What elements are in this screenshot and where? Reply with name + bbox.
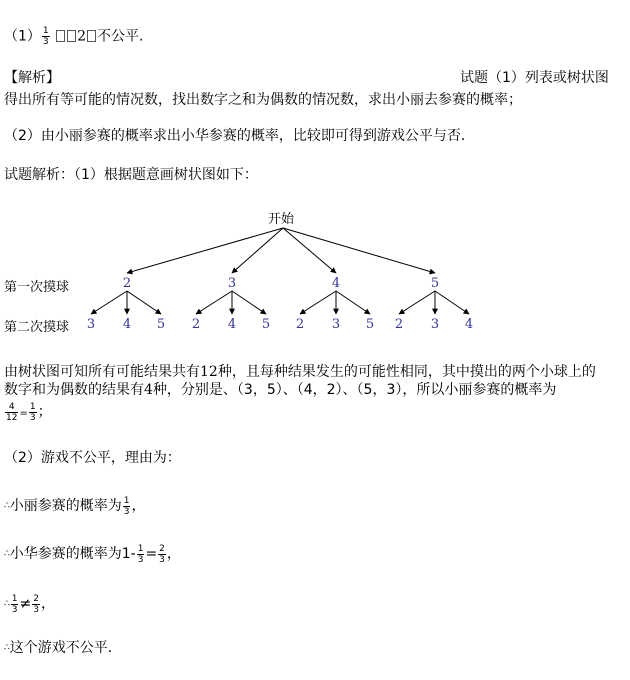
fraction-denominator: 3 [11,604,18,615]
conclusion-text: 这个游戏不公平． [9,640,122,656]
result-line2 [4,380,556,400]
therefore-icon: ∴ [4,549,10,559]
fraction [5,402,18,423]
fraction-denominator: 3 [123,506,130,517]
first-draw-value: 3 [227,276,237,291]
tree-branch-second [336,291,370,314]
answer-prefix: （1） [4,28,41,45]
tree-root: 开始 [268,212,295,227]
fraction-numerator: 1 [123,495,130,506]
equals-sign: = [145,546,158,562]
part2-text: 小丽参赛的概率为 [9,498,122,514]
fraction-numerator: 1 [29,401,36,412]
analysis-line4: 试题解析：（1）根据题意画树状图如下： [4,167,258,183]
fraction [32,594,40,615]
part2-line2 [4,542,181,566]
part2-line1 [4,494,145,518]
total-count: 12 [200,364,218,380]
result-text: 由树状图可知所有可能结果共有 [4,364,200,380]
answer-suffix: 不公平. [97,28,144,45]
tree-branch-second [91,291,127,314]
second-draw-value: 3 [430,317,440,332]
fraction [158,544,166,565]
fraction [11,594,19,615]
answer-line [4,26,143,47]
result-line1 [4,362,596,382]
second-draw-value: 2 [295,317,305,332]
fraction [137,544,145,565]
tree-branch-second [399,291,435,314]
tree-branch-first [283,228,336,273]
semicolon: ； [37,404,52,420]
second-draw-value: 4 [227,317,237,332]
therefore-icon: ∴ [4,599,10,609]
not-equal-sign: ≠ [19,596,32,612]
result-line3 [4,400,52,426]
answer-mid: 2 [77,28,87,45]
analysis-heading: 【解析】 [4,70,60,86]
analysis-line3: （2）由小丽参赛的概率求出小华参赛的概率，比较即可得到游戏公平与否． [4,128,475,144]
missing-glyph-icon [56,30,65,42]
second-draw-value: 5 [156,317,166,332]
result-text: 数字和为偶数的结果有 [4,382,144,398]
second-draw-value: 3 [86,317,96,332]
second-draw-value: 5 [365,317,375,332]
comma: ， [131,498,146,514]
tree-branch-second [300,291,336,314]
fraction-denominator: 12 [6,412,18,423]
tree-branch-second [232,291,266,314]
fraction-denominator: 3 [42,37,49,47]
fraction-numerator: 1 [42,26,49,36]
therefore-icon: ∴ [4,643,10,653]
fraction-denominator: 3 [29,412,36,423]
analysis-intro-tail: 试题（1）列表或树状图 [460,70,609,86]
part2-line4 [4,638,122,658]
second-draw-value: 2 [394,317,404,332]
fraction-numerator: 4 [5,402,18,413]
result-text: 种，且每种结果发生的可能性相同，其中摸出的两个小球上的 [217,364,596,380]
missing-glyph-icon [67,30,76,42]
part2-line3 [4,592,55,616]
tree-row2-label: 第二次摸球 [4,320,70,335]
comma: ， [40,596,55,612]
fraction [29,402,37,423]
missing-glyph-icon [87,30,96,42]
fraction-denominator: 3 [33,604,39,615]
tree-branch-second [127,291,161,314]
part2-text: 小华参赛的概率为1- [9,546,136,562]
fraction-numerator: 2 [33,593,39,604]
fraction-numerator: 1 [11,593,18,604]
tree-branch-first [232,228,283,273]
fraction-numerator: 1 [137,543,144,554]
tree-row1-label: 第一次摸球 [4,280,70,295]
even-count: 4 [144,382,153,398]
tree-branch-first [283,228,435,273]
fraction [123,496,131,517]
fraction-denominator: 3 [137,554,144,565]
second-draw-value: 5 [261,317,271,332]
equals-sign: = [19,408,28,419]
analysis-line2: 得出所有等可能的情况数，找出数字之和为偶数的情况数，求出小丽去参赛的概率； [4,92,522,108]
part2-heading: （2）游戏不公平，理由为： [4,450,181,466]
second-draw-value: 4 [464,317,474,332]
fraction-denominator: 3 [159,554,165,565]
tree-branch-second [435,291,469,314]
second-draw-value: 3 [331,317,341,332]
second-draw-value: 4 [122,317,132,332]
first-draw-value: 2 [122,276,132,291]
tree-branch-second [196,291,232,314]
second-draw-value: 2 [191,317,201,332]
fraction-numerator: 2 [159,543,165,554]
first-draw-value: 4 [331,276,341,291]
result-text: 种，分别是、（3，5）、（4，2）、（5，3），所以小丽参赛的概率为 [152,382,557,398]
therefore-icon: ∴ [4,501,10,511]
comma: ， [166,546,181,562]
tree-branch-first [127,228,283,273]
answer-fraction [42,26,50,47]
first-draw-value: 5 [430,276,440,291]
